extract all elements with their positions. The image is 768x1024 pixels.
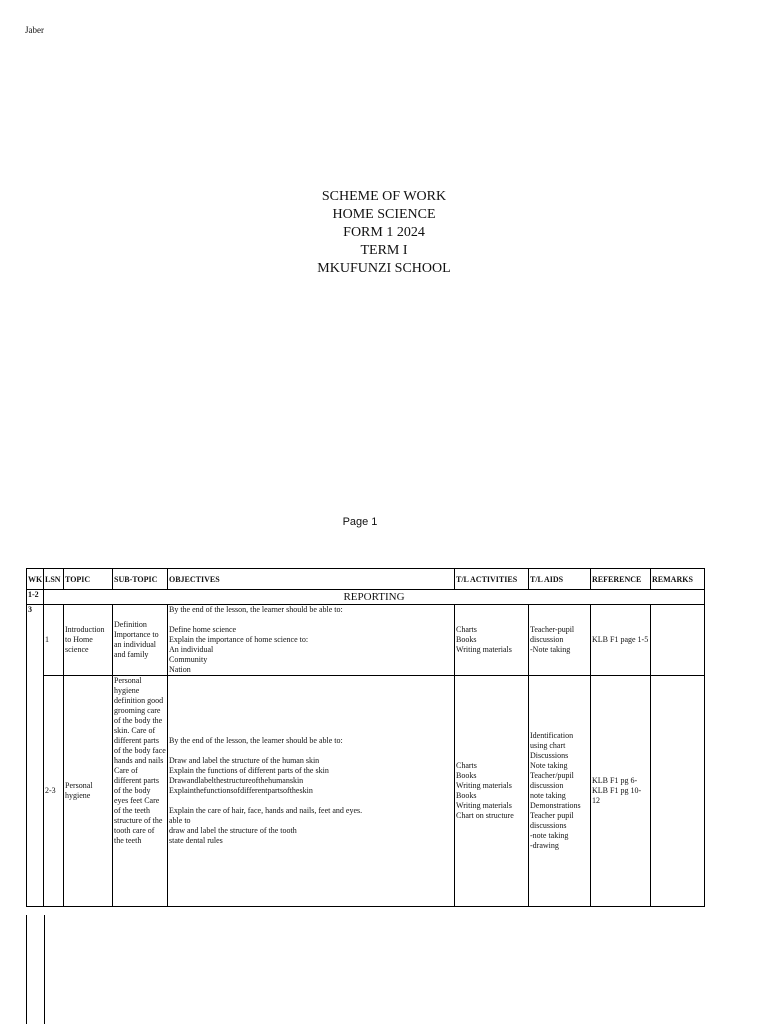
aid-line: Discussions xyxy=(530,751,569,760)
activity-line: Writing materials xyxy=(456,781,512,790)
objective-line: Explain the importance of home science to: xyxy=(169,635,309,644)
objective-line: An individual xyxy=(169,645,214,654)
aid-line: Teacher/pupil xyxy=(530,771,574,780)
header-aids: T/L AIDS xyxy=(529,569,591,590)
aids-cell xyxy=(529,676,591,907)
objective-line: Explain the functions of different parts of the skin xyxy=(169,766,329,775)
objective-line: Community xyxy=(169,655,208,664)
header-subtopic: SUB-TOPIC xyxy=(113,569,168,590)
remarks-cell xyxy=(651,605,705,676)
aids-cell xyxy=(529,605,591,676)
activity-line: Charts xyxy=(456,761,477,770)
activities-cell xyxy=(455,676,529,907)
header-topic: TOPIC xyxy=(64,569,113,590)
objective-line: able to xyxy=(169,816,191,825)
objective-line: Draw and label the structure of the human skin xyxy=(169,756,320,765)
header-objectives: OBJECTIVES xyxy=(168,569,455,590)
table-header-row xyxy=(27,569,705,590)
header-activities: T/L ACTIVITIES xyxy=(455,569,529,590)
header-reference: REFERENCE xyxy=(591,569,651,590)
lesson-cell: 2-3 xyxy=(44,676,64,907)
scheme-of-work-table xyxy=(26,568,705,907)
reference-cell: KLB F1 page 1-5 xyxy=(591,605,651,676)
objective-line: By the end of the lesson, the learner should be able to: xyxy=(169,605,343,614)
activity-line: Charts xyxy=(456,625,477,634)
activity-line: Books xyxy=(456,771,477,780)
aid-line: note taking xyxy=(530,791,566,800)
aid-line: -note taking xyxy=(530,831,569,840)
objective-line: state dental rules xyxy=(169,836,223,845)
aid-line: -drawing xyxy=(530,841,559,850)
table-row xyxy=(27,676,705,907)
objective-line: Nation xyxy=(169,665,191,674)
title-line-4: TERM I xyxy=(360,243,408,258)
aid-line: -Note taking xyxy=(530,645,571,654)
header-lsn: LSN xyxy=(44,569,64,590)
objective-line: Explainthefunctionsofdifferentpartsoftheskin xyxy=(169,786,313,795)
activity-line: Books xyxy=(456,635,477,644)
title-line-5: MKUFUNZI SCHOOL xyxy=(317,261,451,276)
aid-line: discussion xyxy=(530,781,564,790)
table-continuation-left xyxy=(26,915,27,1024)
objectives-cell xyxy=(168,605,455,676)
title-line-1: SCHEME OF WORK xyxy=(321,189,447,204)
title-line-3: FORM 1 2024 xyxy=(343,225,425,240)
objective-line: By the end of the lesson, the learner should be able to: xyxy=(169,736,343,745)
remarks-cell xyxy=(651,676,705,907)
table-row-reporting xyxy=(27,590,705,605)
table-continuation-week xyxy=(44,915,45,1024)
objective-line: draw and label the structure of the tooth xyxy=(169,826,297,835)
header-wk: WK xyxy=(27,569,44,590)
title-line-2: HOME SCIENCE xyxy=(332,207,436,222)
aid-line: Note taking xyxy=(530,761,568,770)
aid-line: discussion xyxy=(530,635,564,644)
objective-line: Drawandlabelthestructureofthehumanskin xyxy=(169,776,304,785)
activities-cell xyxy=(455,605,529,676)
lesson-cell: 1 xyxy=(44,605,64,676)
activity-line: Writing materials xyxy=(456,645,512,654)
week-cell: 3 xyxy=(27,605,44,907)
objectives-cell xyxy=(168,676,455,907)
reporting-label: REPORTING xyxy=(44,590,705,605)
subtopic-cell: Definition Importance to an individual and family xyxy=(113,605,168,676)
activity-line: Writing materials xyxy=(456,801,512,810)
objective-line: Define home science xyxy=(169,625,237,634)
author-name: Jaber xyxy=(25,25,44,35)
activity-line: Chart on structure xyxy=(456,811,514,820)
subtopic-cell: Personal hygiene definition good grooming care of the body the skin. Care of different parts of the body face hands and nails Care of different parts of the body eyes feet Care of the teeth structure of the tooth care of the teeth xyxy=(113,676,168,907)
topic-cell: Introduction to Home science xyxy=(64,605,113,676)
header-remarks: REMARKS xyxy=(651,569,705,590)
activity-line: Books xyxy=(456,791,477,800)
aid-line: using chart xyxy=(530,741,566,750)
aid-line: Teacher pupil xyxy=(530,811,574,820)
page-number: Page 1 xyxy=(342,516,378,528)
aid-line: discussions xyxy=(530,821,567,830)
objective-line: Explain the care of hair, face, hands and nails, feet and eyes. xyxy=(169,806,363,815)
reference-cell: KLB F1 pg 6-KLB F1 pg 10-12 xyxy=(591,676,651,907)
table-row xyxy=(27,605,705,676)
topic-cell: Personal hygiene xyxy=(64,676,113,907)
aid-line: Identification xyxy=(530,731,574,740)
aid-line: Teacher-pupil xyxy=(530,625,575,634)
aid-line: Demonstrations xyxy=(530,801,581,810)
week-cell: 1-2 xyxy=(27,590,44,605)
document-title xyxy=(0,188,768,278)
